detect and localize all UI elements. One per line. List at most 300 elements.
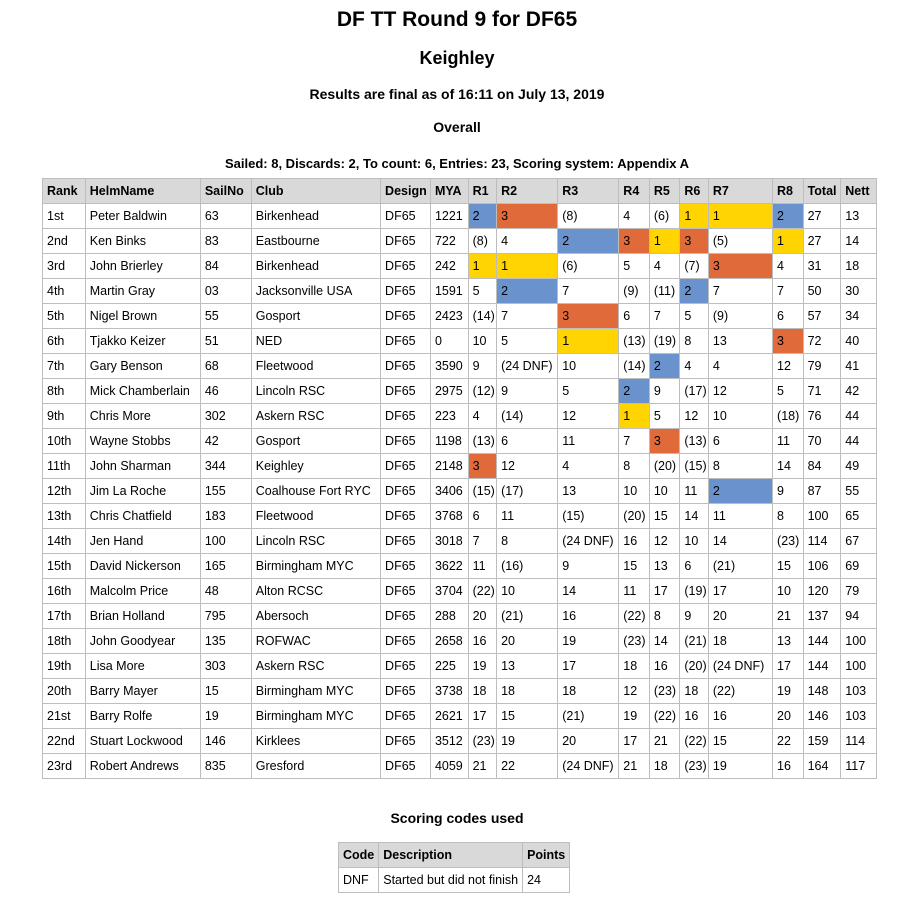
cell-sailno: 835	[200, 754, 251, 779]
cell-helmname: Robert Andrews	[85, 754, 200, 779]
table-row	[43, 379, 877, 404]
cell-r4: 8	[619, 454, 650, 479]
table-row	[43, 604, 877, 629]
column-header-rank: Rank	[43, 179, 86, 204]
cell-r1: 16	[468, 629, 497, 654]
cell-r5: (6)	[649, 204, 680, 229]
cell-helmname: Jim La Roche	[85, 479, 200, 504]
cell-mya: 3704	[430, 579, 468, 604]
cell-r6: 12	[680, 404, 709, 429]
cell-r1: 21	[468, 754, 497, 779]
cell-design: DF65	[381, 379, 431, 404]
cell-nett: 103	[841, 704, 877, 729]
column-header-r1: R1	[468, 179, 497, 204]
cell-rank: 4th	[43, 279, 86, 304]
cell-sailno: 51	[200, 329, 251, 354]
table-row	[339, 868, 570, 893]
cell-mya: 225	[430, 654, 468, 679]
table-row	[43, 329, 877, 354]
cell-mya: 242	[430, 254, 468, 279]
cell-rank: 20th	[43, 679, 86, 704]
column-header-helmname: HelmName	[85, 179, 200, 204]
column-header-r8: R8	[773, 179, 804, 204]
cell-helmname: Lisa More	[85, 654, 200, 679]
cell-r3: 16	[558, 604, 619, 629]
cell-r2: 20	[497, 629, 558, 654]
cell-r3: 19	[558, 629, 619, 654]
cell-r6: (13)	[680, 429, 709, 454]
cell-r3: 1	[558, 329, 619, 354]
cell-r1: 9	[468, 354, 497, 379]
cell-r2: (21)	[497, 604, 558, 629]
cell-r7: 1	[708, 204, 772, 229]
cell-r1: (23)	[468, 729, 497, 754]
cell-r8: 2	[773, 204, 804, 229]
cell-rank: 19th	[43, 654, 86, 679]
cell-rank: 2nd	[43, 229, 86, 254]
cell-r6: 9	[680, 604, 709, 629]
cell-sailno: 344	[200, 454, 251, 479]
cell-r2: 6	[497, 429, 558, 454]
table-row	[43, 429, 877, 454]
cell-r7: 17	[708, 579, 772, 604]
results-header-row	[43, 179, 877, 204]
cell-r3: 9	[558, 554, 619, 579]
cell-r2: (24 DNF)	[497, 354, 558, 379]
cell-rank: 1st	[43, 204, 86, 229]
cell-r7: (22)	[708, 679, 772, 704]
cell-mya: 3622	[430, 554, 468, 579]
cell-helmname: John Brierley	[85, 254, 200, 279]
cell-r4: 15	[619, 554, 650, 579]
scoring-codes-title: Scoring codes used	[390, 810, 524, 826]
cell-r3: (8)	[558, 204, 619, 229]
codes-cell-points: 24	[523, 868, 570, 893]
cell-r4: (20)	[619, 504, 650, 529]
cell-total: 84	[803, 454, 841, 479]
cell-r3: 13	[558, 479, 619, 504]
cell-nett: 18	[841, 254, 877, 279]
table-row	[43, 704, 877, 729]
cell-total: 76	[803, 404, 841, 429]
results-table	[42, 178, 877, 779]
cell-rank: 16th	[43, 579, 86, 604]
cell-r7: 14	[708, 529, 772, 554]
cell-r2: 4	[497, 229, 558, 254]
cell-nett: 30	[841, 279, 877, 304]
cell-club: Kirklees	[251, 729, 380, 754]
cell-r5: (20)	[649, 454, 680, 479]
cell-r8: 10	[773, 579, 804, 604]
cell-r1: 17	[468, 704, 497, 729]
cell-sailno: 42	[200, 429, 251, 454]
cell-rank: 17th	[43, 604, 86, 629]
cell-design: DF65	[381, 679, 431, 704]
cell-design: DF65	[381, 729, 431, 754]
cell-club: NED	[251, 329, 380, 354]
cell-nett: 100	[841, 654, 877, 679]
cell-r3: 20	[558, 729, 619, 754]
venue-heading: Keighley	[419, 48, 495, 68]
table-row	[43, 654, 877, 679]
cell-mya: 1221	[430, 204, 468, 229]
cell-r5: 18	[649, 754, 680, 779]
table-row	[43, 679, 877, 704]
cell-total: 31	[803, 254, 841, 279]
cell-nett: 14	[841, 229, 877, 254]
cell-r3: (21)	[558, 704, 619, 729]
cell-club: Birkenhead	[251, 254, 380, 279]
cell-r3: (15)	[558, 504, 619, 529]
cell-r7: 4	[708, 354, 772, 379]
cell-r7: 8	[708, 454, 772, 479]
cell-rank: 13th	[43, 504, 86, 529]
cell-mya: 1591	[430, 279, 468, 304]
cell-nett: 114	[841, 729, 877, 754]
cell-mya: 2148	[430, 454, 468, 479]
cell-r3: 18	[558, 679, 619, 704]
cell-r3: 2	[558, 229, 619, 254]
cell-total: 57	[803, 304, 841, 329]
cell-nett: 103	[841, 679, 877, 704]
cell-sailno: 146	[200, 729, 251, 754]
cell-club: Alton RCSC	[251, 579, 380, 604]
cell-total: 27	[803, 204, 841, 229]
column-header-mya: MYA	[430, 179, 468, 204]
cell-r5: 12	[649, 529, 680, 554]
cell-design: DF65	[381, 504, 431, 529]
cell-r5: (23)	[649, 679, 680, 704]
cell-design: DF65	[381, 204, 431, 229]
table-row	[43, 304, 877, 329]
column-header-r2: R2	[497, 179, 558, 204]
cell-sailno: 84	[200, 254, 251, 279]
cell-mya: 3406	[430, 479, 468, 504]
cell-r2: 1	[497, 254, 558, 279]
table-row	[43, 729, 877, 754]
cell-total: 87	[803, 479, 841, 504]
table-row	[43, 504, 877, 529]
cell-club: Coalhouse Fort RYC	[251, 479, 380, 504]
cell-r4: 2	[619, 379, 650, 404]
cell-mya: 1198	[430, 429, 468, 454]
cell-r1: 11	[468, 554, 497, 579]
cell-nett: 44	[841, 404, 877, 429]
series-summary: Sailed: 8, Discards: 2, To count: 6, Entries: 23, Scoring system: Appendix A	[224, 156, 690, 171]
cell-r4: 21	[619, 754, 650, 779]
cell-rank: 9th	[43, 404, 86, 429]
cell-r6: 14	[680, 504, 709, 529]
cell-sailno: 19	[200, 704, 251, 729]
cell-r5: 14	[649, 629, 680, 654]
cell-sailno: 63	[200, 204, 251, 229]
cell-rank: 14th	[43, 529, 86, 554]
cell-r4: 18	[619, 654, 650, 679]
cell-r8: 3	[773, 329, 804, 354]
cell-r2: 7	[497, 304, 558, 329]
cell-r2: (17)	[497, 479, 558, 504]
cell-r6: 4	[680, 354, 709, 379]
cell-r6: 5	[680, 304, 709, 329]
cell-total: 144	[803, 629, 841, 654]
cell-club: Eastbourne	[251, 229, 380, 254]
cell-nett: 100	[841, 629, 877, 654]
cell-r4: 5	[619, 254, 650, 279]
table-row	[43, 454, 877, 479]
cell-r7: (24 DNF)	[708, 654, 772, 679]
cell-r8: (23)	[773, 529, 804, 554]
cell-helmname: Barry Rolfe	[85, 704, 200, 729]
cell-r5: (19)	[649, 329, 680, 354]
table-row	[43, 229, 877, 254]
column-header-r3: R3	[558, 179, 619, 204]
cell-r6: 18	[680, 679, 709, 704]
codes-cell-description: Started but did not finish	[379, 868, 523, 893]
cell-nett: 65	[841, 504, 877, 529]
table-row	[43, 529, 877, 554]
cell-sailno: 795	[200, 604, 251, 629]
cell-rank: 6th	[43, 329, 86, 354]
cell-helmname: Stuart Lockwood	[85, 729, 200, 754]
column-header-sailno: SailNo	[200, 179, 251, 204]
column-header-total: Total	[803, 179, 841, 204]
cell-rank: 3rd	[43, 254, 86, 279]
cell-r8: 14	[773, 454, 804, 479]
cell-r5: 10	[649, 479, 680, 504]
cell-r1: 2	[468, 204, 497, 229]
cell-design: DF65	[381, 629, 431, 654]
cell-r1: 10	[468, 329, 497, 354]
cell-r6: (19)	[680, 579, 709, 604]
cell-total: 106	[803, 554, 841, 579]
cell-r5: 5	[649, 404, 680, 429]
cell-r5: 13	[649, 554, 680, 579]
cell-r8: 11	[773, 429, 804, 454]
cell-r6: 8	[680, 329, 709, 354]
cell-rank: 21st	[43, 704, 86, 729]
cell-nett: 13	[841, 204, 877, 229]
cell-sailno: 302	[200, 404, 251, 429]
page-title: DF TT Round 9 for DF65	[336, 8, 578, 31]
cell-r8: 4	[773, 254, 804, 279]
cell-rank: 11th	[43, 454, 86, 479]
cell-helmname: Wayne Stobbs	[85, 429, 200, 454]
cell-r3: 12	[558, 404, 619, 429]
cell-design: DF65	[381, 404, 431, 429]
cell-r2: 22	[497, 754, 558, 779]
cell-sailno: 68	[200, 354, 251, 379]
cell-r8: 19	[773, 679, 804, 704]
cell-sailno: 303	[200, 654, 251, 679]
cell-mya: 4059	[430, 754, 468, 779]
cell-r5: 4	[649, 254, 680, 279]
table-row	[43, 579, 877, 604]
cell-club: Birmingham MYC	[251, 679, 380, 704]
table-row	[43, 554, 877, 579]
cell-r5: 2	[649, 354, 680, 379]
cell-r6: 2	[680, 279, 709, 304]
cell-r8: 8	[773, 504, 804, 529]
cell-r1: 1	[468, 254, 497, 279]
cell-total: 79	[803, 354, 841, 379]
cell-r1: (14)	[468, 304, 497, 329]
cell-r4: (22)	[619, 604, 650, 629]
cell-r5: 17	[649, 579, 680, 604]
cell-r6: (7)	[680, 254, 709, 279]
cell-helmname: Chris More	[85, 404, 200, 429]
cell-r3: 3	[558, 304, 619, 329]
cell-r8: 7	[773, 279, 804, 304]
cell-r1: 19	[468, 654, 497, 679]
cell-r8: 12	[773, 354, 804, 379]
cell-total: 70	[803, 429, 841, 454]
cell-r1: 5	[468, 279, 497, 304]
cell-r3: 10	[558, 354, 619, 379]
cell-rank: 5th	[43, 304, 86, 329]
cell-sailno: 155	[200, 479, 251, 504]
cell-design: DF65	[381, 579, 431, 604]
cell-r8: 21	[773, 604, 804, 629]
cell-nett: 67	[841, 529, 877, 554]
column-header-design: Design	[381, 179, 431, 204]
cell-sailno: 48	[200, 579, 251, 604]
cell-r3: 11	[558, 429, 619, 454]
cell-r1: (8)	[468, 229, 497, 254]
cell-helmname: Barry Mayer	[85, 679, 200, 704]
cell-r2: (16)	[497, 554, 558, 579]
table-row	[43, 754, 877, 779]
cell-mya: 2621	[430, 704, 468, 729]
cell-r6: 6	[680, 554, 709, 579]
column-header-r4: R4	[619, 179, 650, 204]
cell-r7: 6	[708, 429, 772, 454]
cell-r7: (5)	[708, 229, 772, 254]
cell-r6: 16	[680, 704, 709, 729]
cell-mya: 3738	[430, 679, 468, 704]
cell-r3: 4	[558, 454, 619, 479]
cell-r5: 7	[649, 304, 680, 329]
cell-sailno: 03	[200, 279, 251, 304]
section-heading: Overall	[433, 119, 481, 135]
column-header-nett: Nett	[841, 179, 877, 204]
cell-r6: (15)	[680, 454, 709, 479]
cell-rank: 18th	[43, 629, 86, 654]
cell-r7: (21)	[708, 554, 772, 579]
cell-r2: 13	[497, 654, 558, 679]
cell-helmname: Jen Hand	[85, 529, 200, 554]
cell-r7: 12	[708, 379, 772, 404]
cell-helmname: Peter Baldwin	[85, 204, 200, 229]
cell-r4: 7	[619, 429, 650, 454]
cell-r3: 14	[558, 579, 619, 604]
cell-r7: 13	[708, 329, 772, 354]
cell-helmname: Ken Binks	[85, 229, 200, 254]
cell-nett: 55	[841, 479, 877, 504]
cell-r7: 18	[708, 629, 772, 654]
cell-r2: 15	[497, 704, 558, 729]
cell-r8: 1	[773, 229, 804, 254]
cell-r8: 5	[773, 379, 804, 404]
cell-helmname: Brian Holland	[85, 604, 200, 629]
cell-r6: (20)	[680, 654, 709, 679]
cell-design: DF65	[381, 329, 431, 354]
cell-design: DF65	[381, 454, 431, 479]
cell-club: Jacksonville USA	[251, 279, 380, 304]
cell-total: 164	[803, 754, 841, 779]
cell-design: DF65	[381, 304, 431, 329]
table-row	[43, 279, 877, 304]
cell-r6: (21)	[680, 629, 709, 654]
cell-r7: 7	[708, 279, 772, 304]
cell-design: DF65	[381, 529, 431, 554]
cell-r1: 20	[468, 604, 497, 629]
cell-rank: 10th	[43, 429, 86, 454]
cell-club: Lincoln RSC	[251, 379, 380, 404]
cell-r4: 6	[619, 304, 650, 329]
cell-club: Birkenhead	[251, 204, 380, 229]
cell-nett: 79	[841, 579, 877, 604]
cell-r4: (13)	[619, 329, 650, 354]
cell-mya: 223	[430, 404, 468, 429]
table-row	[43, 629, 877, 654]
cell-sailno: 55	[200, 304, 251, 329]
cell-r4: 3	[619, 229, 650, 254]
cell-sailno: 165	[200, 554, 251, 579]
cell-total: 100	[803, 504, 841, 529]
cell-r2: 10	[497, 579, 558, 604]
cell-r7: 19	[708, 754, 772, 779]
cell-r1: 4	[468, 404, 497, 429]
cell-r1: 7	[468, 529, 497, 554]
cell-helmname: Malcolm Price	[85, 579, 200, 604]
cell-nett: 94	[841, 604, 877, 629]
cell-sailno: 183	[200, 504, 251, 529]
codes-header-code: Code	[339, 843, 379, 868]
cell-helmname: David Nickerson	[85, 554, 200, 579]
cell-r8: 17	[773, 654, 804, 679]
cell-r4: (23)	[619, 629, 650, 654]
table-row	[43, 204, 877, 229]
codes-header-description: Description	[379, 843, 523, 868]
cell-r8: 9	[773, 479, 804, 504]
codes-header-row	[339, 843, 570, 868]
cell-r7: 2	[708, 479, 772, 504]
column-header-r7: R7	[708, 179, 772, 204]
cell-r8: 16	[773, 754, 804, 779]
cell-total: 72	[803, 329, 841, 354]
cell-club: Gresford	[251, 754, 380, 779]
cell-r2: 9	[497, 379, 558, 404]
cell-r5: 3	[649, 429, 680, 454]
cell-r5: 16	[649, 654, 680, 679]
cell-total: 71	[803, 379, 841, 404]
cell-total: 137	[803, 604, 841, 629]
cell-r7: 20	[708, 604, 772, 629]
cell-r1: (13)	[468, 429, 497, 454]
cell-rank: 23rd	[43, 754, 86, 779]
cell-design: DF65	[381, 254, 431, 279]
cell-r3: 5	[558, 379, 619, 404]
cell-r2: 12	[497, 454, 558, 479]
cell-r7: 15	[708, 729, 772, 754]
cell-r7: 16	[708, 704, 772, 729]
cell-r5: 15	[649, 504, 680, 529]
cell-r1: (12)	[468, 379, 497, 404]
cell-r6: 3	[680, 229, 709, 254]
cell-r1: 3	[468, 454, 497, 479]
cell-helmname: Gary Benson	[85, 354, 200, 379]
cell-r7: 3	[708, 254, 772, 279]
